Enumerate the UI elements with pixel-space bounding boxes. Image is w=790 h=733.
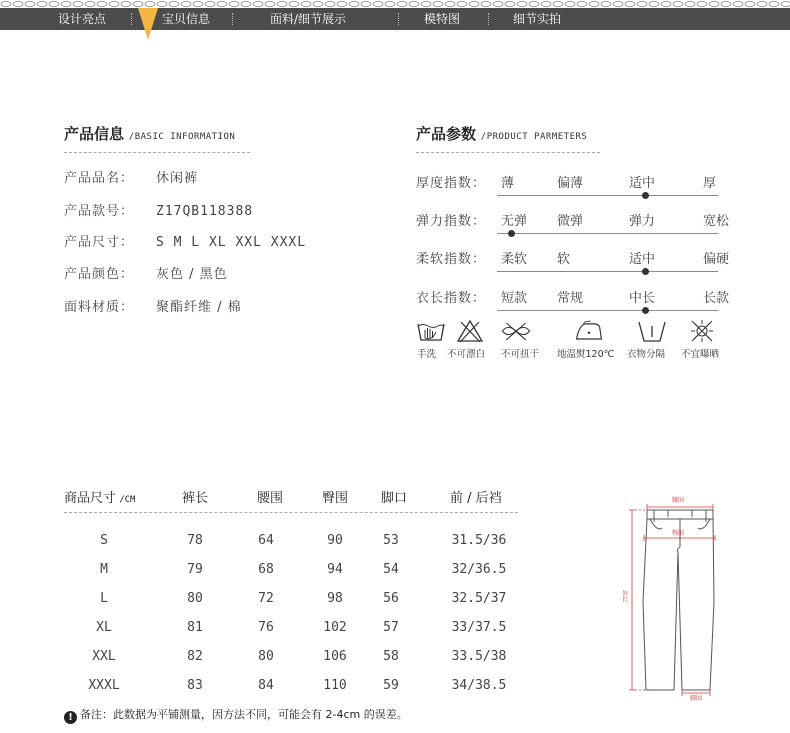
deco-loop <box>541 2 551 7</box>
deco-loop <box>73 2 83 7</box>
param-selected-marker <box>508 230 515 237</box>
measurement-cell: 58 <box>383 649 399 664</box>
measurement-cell: 80 <box>258 649 274 664</box>
param-option: 软 <box>557 252 571 267</box>
info-value: Z17QB118388 <box>156 204 254 219</box>
param-label: 厚度指数： <box>416 176 487 191</box>
deco-loop <box>649 2 659 7</box>
deco-loop <box>325 2 335 7</box>
deco-loop <box>493 2 503 7</box>
size-table-header: 腰围 <box>257 491 284 506</box>
info-value: S M L XL XXL XXXL <box>156 235 307 250</box>
deco-loop <box>409 2 419 7</box>
nav-decoration <box>0 0 790 8</box>
separate-wash-icon <box>636 318 668 344</box>
measurement-cell: 78 <box>187 533 203 548</box>
divider <box>64 512 518 513</box>
deco-loop <box>601 2 611 7</box>
no-sun-dry-icon <box>686 318 718 344</box>
nav-separator <box>488 13 489 25</box>
info-label: 产品品名： <box>64 171 135 186</box>
info-row-name <box>64 167 198 186</box>
deco-loop <box>709 2 719 7</box>
param-selected-marker <box>642 192 649 199</box>
deco-loop <box>625 2 635 7</box>
deco-loop <box>133 2 143 7</box>
param-option: 偏硬 <box>703 252 730 267</box>
care-label: 衣物分隔 <box>627 349 666 360</box>
info-value: 灰色 / 黑色 <box>156 267 228 282</box>
no-wring-icon <box>500 318 532 344</box>
deco-loop <box>745 2 755 7</box>
deco-loop <box>217 2 227 7</box>
nav-separator <box>131 13 132 25</box>
deco-loop <box>229 2 239 7</box>
param-selected-marker <box>642 307 649 314</box>
measurement-cell: 94 <box>327 562 343 577</box>
size-header-unit: /CM <box>119 495 136 505</box>
deco-loop <box>673 2 683 7</box>
param-option: 厚 <box>703 176 717 191</box>
divider <box>64 152 250 153</box>
deco-loop <box>157 2 167 7</box>
deco-loop <box>181 2 191 7</box>
nav-separator <box>232 13 233 25</box>
product-info-title: 产品信息 <box>64 125 125 143</box>
size-header-label: 商品尺寸 <box>64 491 117 506</box>
deco-loop <box>469 2 479 7</box>
measurement-note <box>64 706 408 724</box>
deco-loop <box>265 2 275 7</box>
deco-loop <box>385 2 395 7</box>
info-label: 产品款号： <box>64 204 135 219</box>
measurement-cell: 54 <box>383 562 399 577</box>
hand-wash-icon <box>416 318 448 344</box>
info-value: 休闲裤 <box>156 171 199 186</box>
deco-loop <box>613 2 623 7</box>
deco-loop <box>85 2 95 7</box>
no-bleach-icon <box>454 318 486 344</box>
deco-loop <box>661 2 671 7</box>
measurement-cell: 64 <box>258 533 274 548</box>
param-option: 弹力 <box>629 214 656 229</box>
deco-loop <box>349 2 359 7</box>
deco-loop <box>361 2 371 7</box>
deco-loop <box>277 2 287 7</box>
deco-loop <box>781 2 790 7</box>
care-label: 地温熨120℃ <box>557 349 615 360</box>
info-row-material <box>64 296 242 315</box>
deco-loop <box>589 2 599 7</box>
size-table-header: 前 / 后裆 <box>450 491 502 506</box>
nav-item-fabric[interactable]: 面料/细节展示 <box>270 12 347 26</box>
measurement-cell: 84 <box>258 678 274 693</box>
measurement-cell: 32.5/37 <box>451 591 507 606</box>
measurement-cell: 102 <box>323 620 347 635</box>
deco-loop <box>577 2 587 7</box>
measurement-cell: 90 <box>327 533 343 548</box>
deco-loop <box>301 2 311 7</box>
active-nav-pointer <box>138 8 158 40</box>
deco-loop <box>757 2 767 7</box>
param-option: 长款 <box>703 291 730 306</box>
deco-loop <box>769 2 779 7</box>
deco-loop <box>565 2 575 7</box>
info-row-colors <box>64 263 228 282</box>
measurement-cell: 33/37.5 <box>451 620 507 635</box>
measurement-cell: 81 <box>187 620 203 635</box>
deco-loop <box>205 2 215 7</box>
param-option: 适中 <box>629 176 656 191</box>
measurement-cell: 110 <box>323 678 347 693</box>
hem-label: 脚围 <box>690 695 703 702</box>
deco-loop <box>61 2 71 7</box>
deco-loop <box>25 2 35 7</box>
product-info-heading <box>64 123 235 144</box>
deco-loop <box>517 2 527 7</box>
outer-length-label: 外长 <box>620 590 628 602</box>
param-option: 微弹 <box>557 214 584 229</box>
care-label: 不可扭干 <box>501 349 540 360</box>
param-option: 常规 <box>557 291 584 306</box>
size-table-header-size <box>64 487 135 506</box>
measurement-cell: 72 <box>258 591 274 606</box>
info-label: 产品尺寸： <box>64 235 135 250</box>
nav-item-model[interactable]: 模特图 <box>424 12 461 26</box>
measurement-cell: 33.5/38 <box>451 649 507 664</box>
param-option: 适中 <box>629 252 656 267</box>
note-text: 备注：此数据为平铺测量，因方法不同，可能会有 2-4cm 的误差。 <box>80 708 408 721</box>
deco-loop <box>505 2 515 7</box>
measurement-cell: 82 <box>187 649 203 664</box>
size-table-header: 脚口 <box>381 491 408 506</box>
measurement-cell: 106 <box>323 649 347 664</box>
deco-loop <box>373 2 383 7</box>
measurement-cell: 79 <box>187 562 203 577</box>
info-label: 产品颜色： <box>64 267 135 282</box>
product-info-subtitle: /BASIC INFORMATION <box>128 132 236 142</box>
param-scale-line <box>497 310 718 311</box>
deco-loop <box>37 2 47 7</box>
param-label: 衣长指数： <box>416 291 487 306</box>
nav-item-detail-photos[interactable]: 细节实拍 <box>513 12 562 26</box>
deco-loop <box>49 2 59 7</box>
deco-loop <box>289 2 299 7</box>
info-value: 聚酯纤维 / 棉 <box>156 300 242 315</box>
param-scale-line <box>497 233 718 234</box>
param-scale-line <box>497 271 718 272</box>
deco-loop <box>169 2 179 7</box>
deco-loop <box>397 2 407 7</box>
size-cell: M <box>100 562 108 577</box>
info-row-sizes <box>64 231 306 250</box>
size-cell: XXXL <box>88 678 120 693</box>
param-option: 短款 <box>501 291 528 306</box>
size-table-header: 裤长 <box>182 491 209 506</box>
deco-loop <box>121 2 131 7</box>
measurement-cell: 32/36.5 <box>451 562 507 577</box>
size-cell: L <box>100 591 108 606</box>
hip-label: 臀围 <box>672 530 685 537</box>
param-scale-line <box>497 195 718 196</box>
exclamation-icon: ! <box>64 711 77 724</box>
deco-loop <box>433 2 443 7</box>
param-option: 宽松 <box>703 214 730 229</box>
info-label: 面料材质： <box>64 300 135 315</box>
deco-loop <box>109 2 119 7</box>
nav-separator <box>398 13 399 25</box>
measurement-cell: 53 <box>383 533 399 548</box>
measurement-cell: 68 <box>258 562 274 577</box>
deco-loop <box>445 2 455 7</box>
param-option: 中长 <box>629 291 656 306</box>
size-cell: XXL <box>92 649 116 664</box>
param-label: 柔软指数： <box>416 252 487 267</box>
deco-loop <box>97 2 107 7</box>
low-iron-icon <box>573 318 605 344</box>
deco-loop <box>253 2 263 7</box>
param-option: 薄 <box>501 176 515 191</box>
measurement-cell: 98 <box>327 591 343 606</box>
deco-loop <box>13 2 23 7</box>
deco-loop <box>733 2 743 7</box>
deco-loop <box>313 2 323 7</box>
size-cell: S <box>100 533 108 548</box>
care-label: 不宜曝晒 <box>681 349 720 360</box>
deco-loop <box>457 2 467 7</box>
pants-measurement-diagram <box>610 492 740 702</box>
deco-loop <box>1 2 11 7</box>
measurement-cell: 34/38.5 <box>451 678 507 693</box>
deco-loop <box>481 2 491 7</box>
deco-loop <box>421 2 431 7</box>
waist-label: 腰围 <box>672 497 685 504</box>
deco-loop <box>697 2 707 7</box>
care-label: 手洗 <box>417 349 437 360</box>
param-option: 柔软 <box>501 252 528 267</box>
measurement-cell: 57 <box>383 620 399 635</box>
deco-loop <box>637 2 647 7</box>
divider <box>416 152 600 153</box>
product-params-title: 产品参数 <box>416 125 477 143</box>
care-label: 不可漂白 <box>447 349 486 360</box>
deco-loop <box>145 2 155 7</box>
size-cell: XL <box>96 620 112 635</box>
deco-loop <box>721 2 731 7</box>
deco-loop <box>193 2 203 7</box>
measurement-cell: 59 <box>383 678 399 693</box>
top-nav <box>0 8 790 30</box>
deco-loop <box>241 2 251 7</box>
deco-loop <box>553 2 563 7</box>
param-option: 偏薄 <box>557 176 584 191</box>
deco-loop <box>529 2 539 7</box>
measurement-cell: 83 <box>187 678 203 693</box>
measurement-cell: 80 <box>187 591 203 606</box>
nav-item-design[interactable]: 设计亮点 <box>58 12 107 26</box>
info-row-style-no <box>64 200 253 219</box>
param-option: 无弹 <box>501 214 528 229</box>
nav-item-product-info[interactable]: 宝贝信息 <box>162 12 211 26</box>
deco-loop <box>685 2 695 7</box>
measurement-cell: 76 <box>258 620 274 635</box>
product-params-heading <box>416 123 587 144</box>
measurement-cell: 31.5/36 <box>451 533 507 548</box>
param-label: 弹力指数： <box>416 214 487 229</box>
measurement-cell: 56 <box>383 591 399 606</box>
size-table-header: 臀围 <box>322 491 349 506</box>
product-params-subtitle: /PRODUCT PARMETERS <box>480 132 588 142</box>
deco-loop <box>337 2 347 7</box>
param-selected-marker <box>642 268 649 275</box>
